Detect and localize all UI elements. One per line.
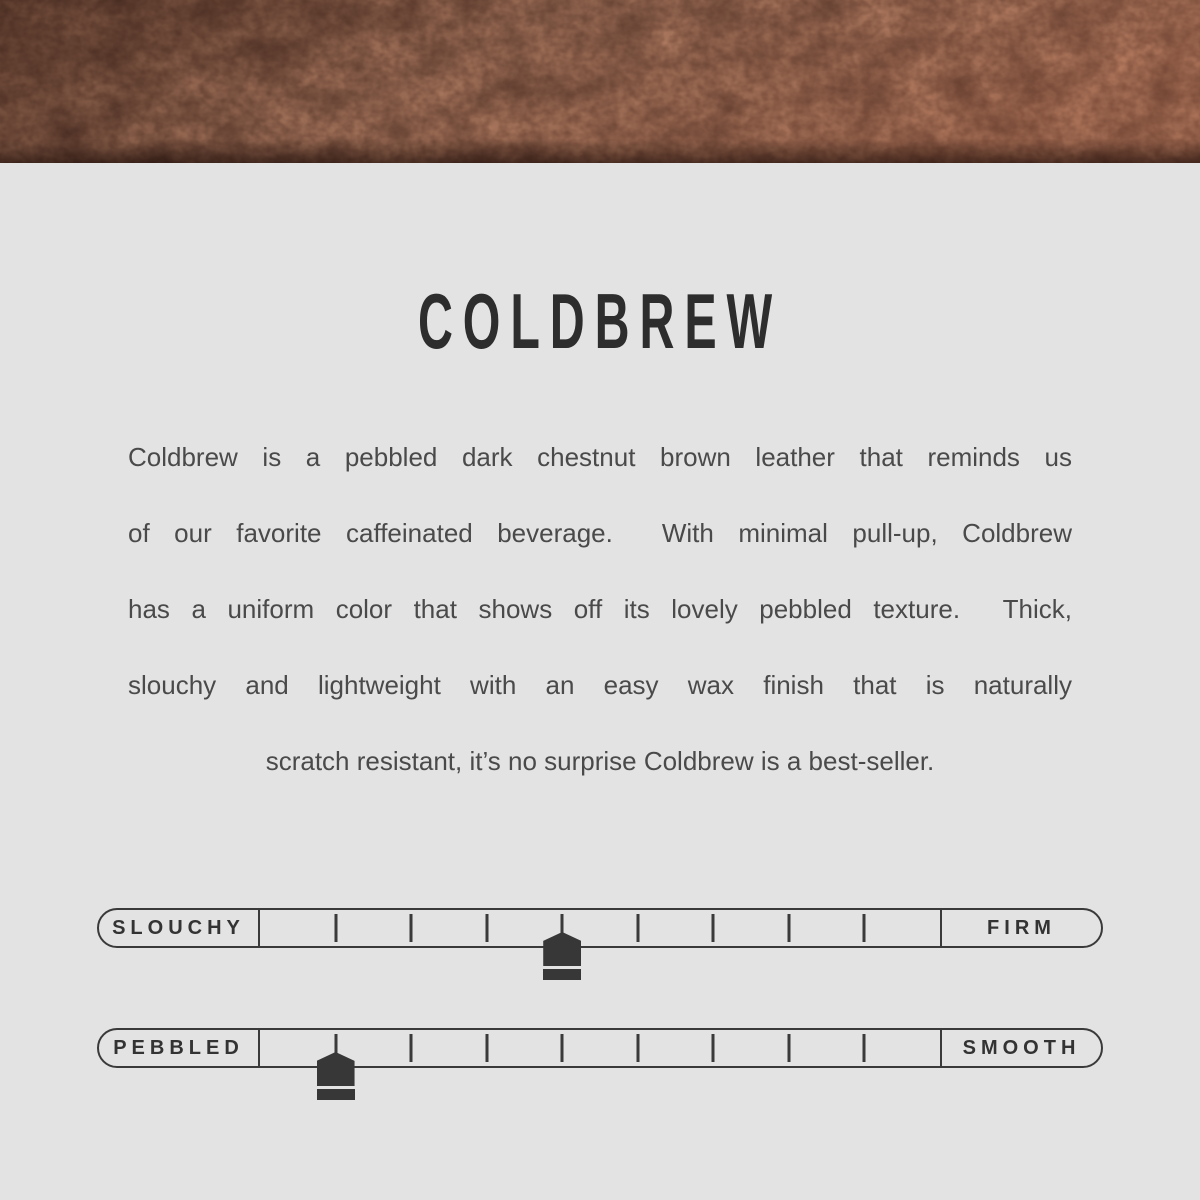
description-line: of our favorite caffeinated beverage. With minimal pull-up, Coldbrew xyxy=(128,518,1072,548)
tick-mark xyxy=(410,914,413,942)
marker-base-bar xyxy=(543,969,581,980)
description-line: slouchy and lightweight with an easy wax finish that is naturally xyxy=(128,670,1072,700)
pebbled-smooth-scale xyxy=(97,1028,1103,1068)
scale-left-label: PEBBLED xyxy=(113,1036,244,1059)
leather-description xyxy=(128,419,1072,799)
description-line: Coldbrew is a pebbled dark chestnut brown leather that reminds us xyxy=(128,442,1072,472)
scale-left-label-cell xyxy=(99,910,260,946)
tick-mark xyxy=(712,1034,715,1062)
scale-tick-area xyxy=(260,910,940,946)
scale-right-label-cell xyxy=(940,1030,1101,1066)
scale-left-label: SLOUCHY xyxy=(112,916,245,939)
tick-mark xyxy=(485,914,488,942)
tick-mark xyxy=(334,914,337,942)
scale-right-label: SMOOTH xyxy=(962,1036,1081,1059)
tick-mark xyxy=(712,914,715,942)
marker-arrow-icon xyxy=(317,1052,355,1086)
scale-right-label: FIRM xyxy=(987,916,1056,939)
tick-mark xyxy=(863,1034,866,1062)
marker-arrow-icon xyxy=(543,932,581,966)
tick-mark xyxy=(863,914,866,942)
scale-track xyxy=(97,908,1103,948)
tick-mark xyxy=(410,1034,413,1062)
scale-value-marker xyxy=(543,932,581,980)
leather-swatch-photo xyxy=(0,0,1200,163)
scale-value-marker xyxy=(317,1052,355,1100)
marker-base-bar xyxy=(317,1089,355,1100)
scale-track xyxy=(97,1028,1103,1068)
leather-name-title: COLDBREW xyxy=(417,277,783,365)
tick-mark xyxy=(561,1034,564,1062)
tick-mark xyxy=(787,914,790,942)
tick-mark xyxy=(636,914,639,942)
tick-mark xyxy=(636,1034,639,1062)
description-line: scratch resistant, it’s no surprise Coldbrew is a best-seller. xyxy=(265,746,935,776)
scale-tick-area xyxy=(260,1030,940,1066)
scale-left-label-cell xyxy=(99,1030,260,1066)
scale-right-label-cell xyxy=(940,910,1101,946)
slouchy-firm-scale xyxy=(97,908,1103,948)
tick-mark xyxy=(787,1034,790,1062)
description-line: has a uniform color that shows off its lovely pebbled texture. Thick, xyxy=(128,594,1072,624)
tick-mark xyxy=(485,1034,488,1062)
